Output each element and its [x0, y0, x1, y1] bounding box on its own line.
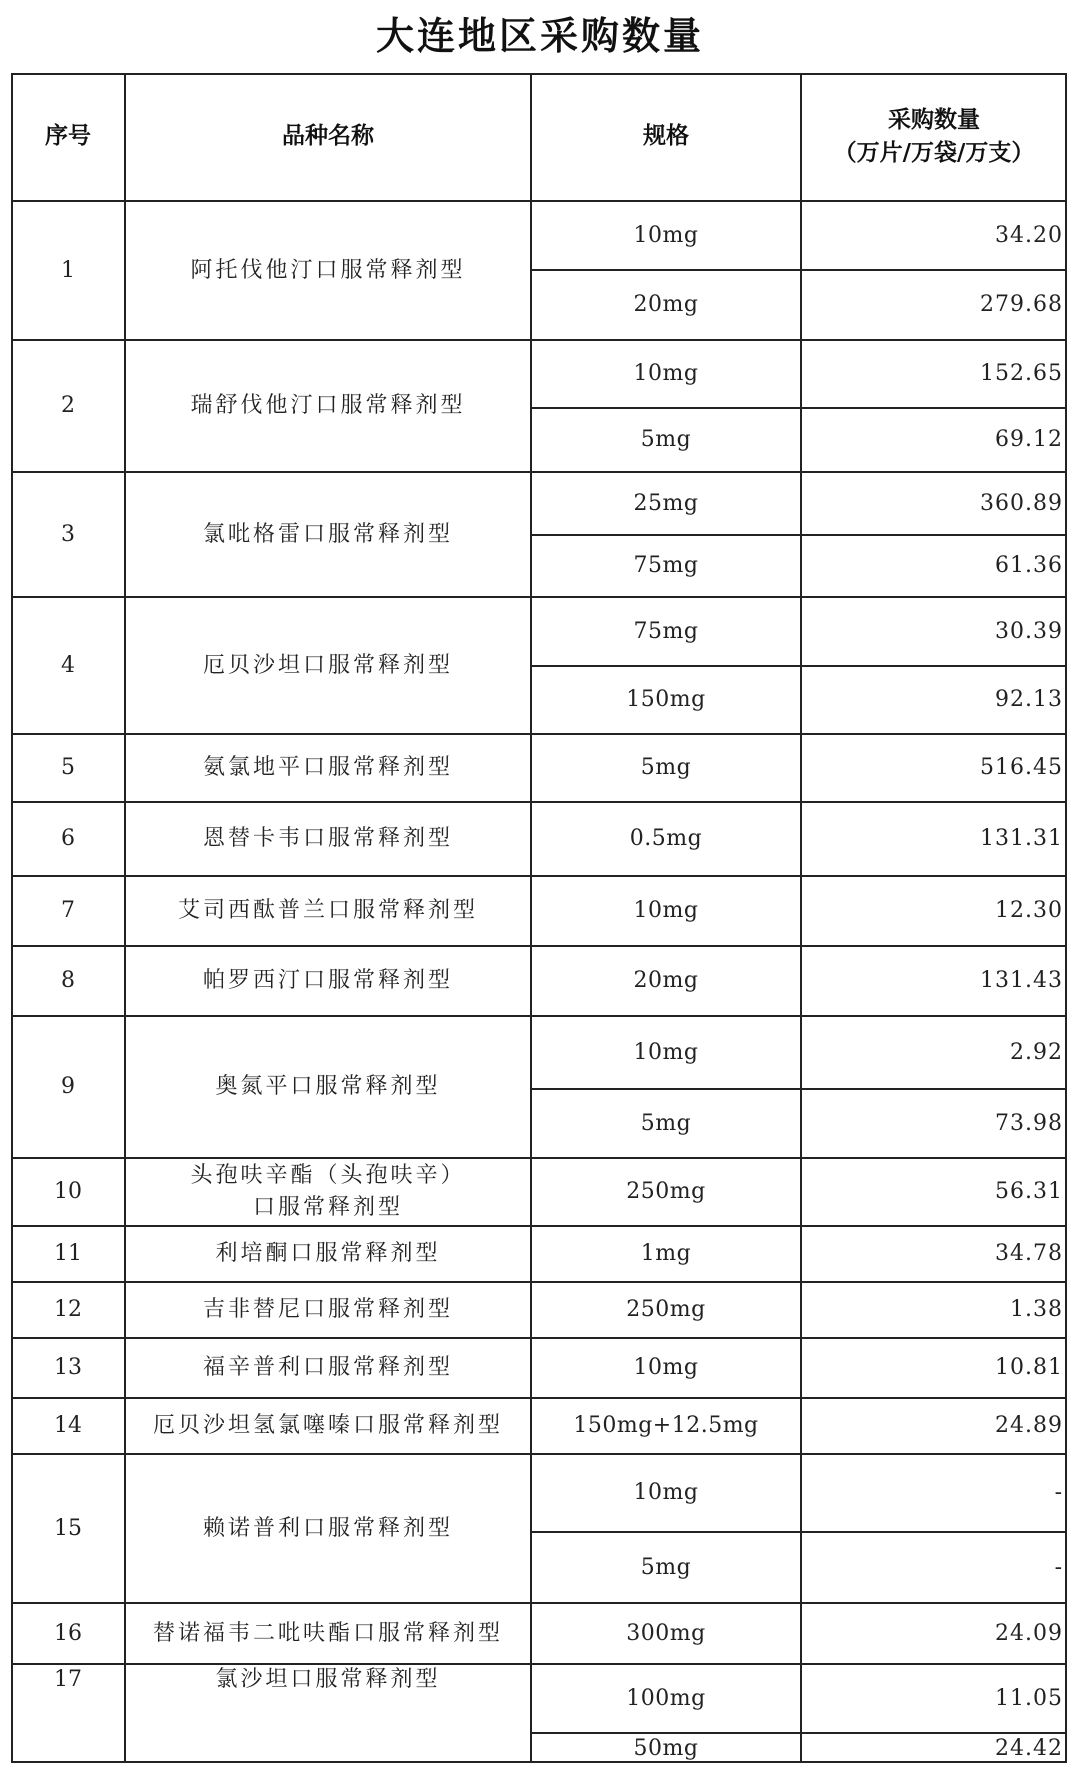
row-seq: 2	[61, 393, 75, 419]
sub-row-divider	[531, 534, 1067, 536]
spec-cell: 150mg+12.5mg	[573, 1413, 759, 1439]
column-divider	[530, 73, 532, 1763]
row-seq: 17	[54, 1667, 82, 1692]
row-seq: 4	[61, 652, 75, 678]
qty-cell: 1.38	[1010, 1297, 1063, 1323]
header-qty	[801, 73, 1067, 201]
row-seq: 16	[54, 1620, 82, 1646]
row-seq: 12	[54, 1297, 82, 1323]
qty-cell: 34.20	[995, 222, 1063, 248]
qty-cell: 24.89	[995, 1413, 1063, 1439]
sub-row-divider	[531, 407, 1067, 409]
spec-cell: 10mg	[633, 361, 699, 387]
drug-name: 阿托伐他汀口服常释剂型	[190, 257, 466, 283]
spec-cell: 5mg	[640, 427, 692, 453]
qty-cell: 279.68	[980, 292, 1063, 318]
spec-cell: 75mg	[633, 553, 699, 579]
spec-cell: 10mg	[633, 1355, 699, 1381]
row-seq: 3	[61, 521, 75, 547]
drug-name: 厄贝沙坦氢氯噻嗪口服常释剂型	[152, 1413, 503, 1439]
qty-cell: 2.92	[1010, 1039, 1063, 1065]
qty-cell: 24.42	[995, 1736, 1063, 1761]
spec-cell: 25mg	[633, 490, 699, 516]
header-qty-line1: 采购数量	[888, 106, 980, 133]
spec-cell: 150mg	[626, 687, 706, 713]
drug-name: 奥氮平口服常释剂型	[215, 1074, 441, 1100]
drug-name: 吉非替尼口服常释剂型	[202, 1297, 453, 1323]
qty-cell: 34.78	[995, 1241, 1063, 1267]
row-seq: 14	[54, 1413, 82, 1439]
spec-cell: 20mg	[633, 292, 699, 318]
spec-cell: 20mg	[633, 968, 699, 994]
qty-cell: 30.39	[995, 618, 1063, 644]
row-seq: 1	[61, 257, 75, 283]
spec-cell: 75mg	[633, 618, 699, 644]
spec-cell: 300mg	[626, 1620, 706, 1646]
column-divider	[124, 73, 126, 1763]
qty-cell: 516.45	[980, 755, 1063, 781]
sub-row-divider	[531, 1732, 1067, 1734]
qty-cell: 12.30	[995, 898, 1063, 924]
drug-name: 帕罗西汀口服常释剂型	[202, 968, 453, 994]
header-name: 品种名称	[282, 123, 374, 150]
qty-cell: 69.12	[995, 427, 1063, 453]
row-seq: 10	[54, 1179, 82, 1205]
spec-cell: 10mg	[633, 1480, 699, 1506]
spec-cell: 5mg	[640, 1110, 692, 1136]
spec-cell: 250mg	[626, 1179, 706, 1205]
drug-name: 利培酮口服常释剂型	[215, 1241, 441, 1267]
drug-name: 瑞舒伐他汀口服常释剂型	[190, 393, 466, 419]
sub-row-divider	[531, 665, 1067, 667]
row-seq: 15	[54, 1515, 82, 1541]
sub-row-divider	[531, 1531, 1067, 1533]
row-seq: 7	[61, 898, 75, 924]
row-seq: 5	[61, 755, 75, 781]
header-spec: 规格	[643, 123, 689, 150]
drug-name: 氨氯地平口服常释剂型	[202, 755, 453, 781]
spec-cell: 50mg	[633, 1736, 699, 1761]
qty-cell: -	[1054, 1554, 1063, 1580]
column-divider	[800, 73, 802, 1763]
drug-name: 氯吡格雷口服常释剂型	[202, 521, 453, 547]
sub-row-divider	[531, 1088, 1067, 1090]
qty-cell: 131.31	[980, 826, 1063, 852]
header-seq: 序号	[45, 123, 91, 150]
spec-cell: 100mg	[626, 1685, 706, 1711]
header-qty-line2: （万片/万袋/万支）	[833, 140, 1035, 166]
qty-cell: 73.98	[995, 1110, 1063, 1136]
qty-cell: 152.65	[980, 361, 1063, 387]
qty-cell: 92.13	[995, 687, 1063, 713]
drug-name: 恩替卡韦口服常释剂型	[202, 826, 453, 852]
qty-cell: 24.09	[995, 1620, 1063, 1646]
row-seq: 6	[61, 826, 75, 852]
row-seq: 8	[61, 968, 75, 994]
qty-cell: 360.89	[980, 490, 1063, 516]
drug-name-line: 头孢呋辛酯（头孢呋辛）	[190, 1163, 466, 1189]
page-title: 大连地区采购数量	[375, 14, 704, 58]
spec-cell: 250mg	[626, 1297, 706, 1323]
drug-name: 艾司西酞普兰口服常释剂型	[177, 898, 478, 924]
drug-name: 福辛普利口服常释剂型	[202, 1355, 453, 1381]
drug-name: 替诺福韦二吡呋酯口服常释剂型	[152, 1620, 503, 1646]
spec-cell: 1mg	[640, 1241, 692, 1267]
spec-cell: 5mg	[640, 755, 692, 781]
qty-cell: 61.36	[995, 553, 1063, 579]
qty-cell: 131.43	[980, 968, 1063, 994]
spec-cell: 5mg	[640, 1554, 692, 1580]
sub-row-divider	[531, 269, 1067, 271]
qty-cell: 56.31	[995, 1179, 1063, 1205]
row-seq: 13	[54, 1355, 82, 1381]
spec-cell: 10mg	[633, 1039, 699, 1065]
qty-cell: 11.05	[995, 1685, 1063, 1711]
drug-name: 氯沙坦口服常释剂型	[215, 1667, 441, 1692]
drug-name	[125, 1158, 531, 1226]
qty-cell: -	[1054, 1480, 1063, 1506]
spec-cell: 0.5mg	[629, 826, 703, 852]
drug-name: 厄贝沙坦口服常释剂型	[202, 652, 453, 678]
spec-cell: 10mg	[633, 898, 699, 924]
spec-cell: 10mg	[633, 222, 699, 248]
qty-cell: 10.81	[995, 1355, 1063, 1381]
row-seq: 11	[54, 1241, 82, 1267]
drug-name-line: 口服常释剂型	[252, 1195, 403, 1220]
drug-name: 赖诺普利口服常释剂型	[202, 1515, 453, 1541]
row-seq: 9	[61, 1074, 75, 1100]
